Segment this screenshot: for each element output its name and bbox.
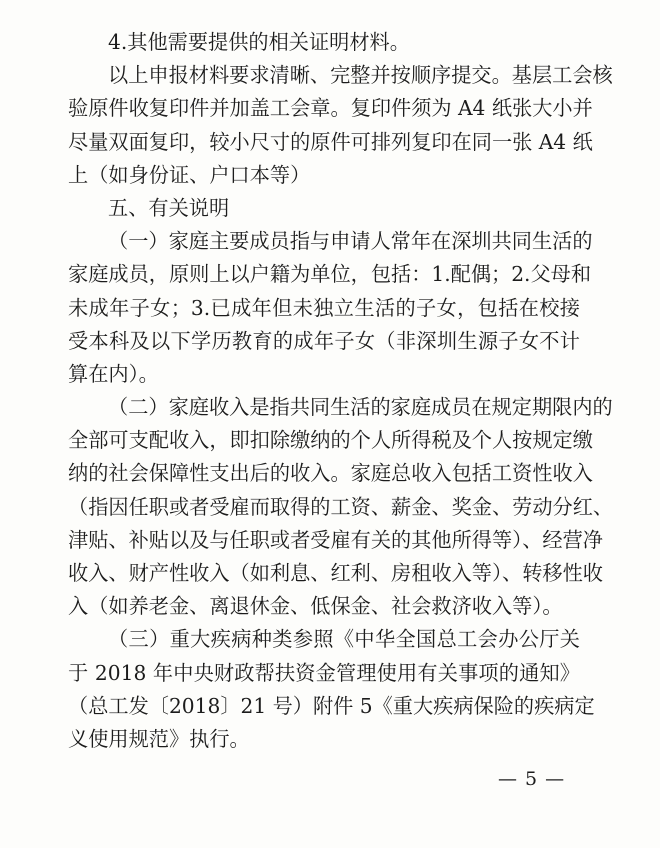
text-line: 验原件收复印件并加盖工会章。复印件须为 A4 纸张大小并: [68, 96, 593, 121]
paragraph-family-members: [68, 225, 593, 391]
text-line: 入（如养老金、离退休金、低保金、社会救济收入等）。: [68, 594, 563, 619]
text-line: 津贴、补贴以及与任职或者受雇有关的其他所得等）、经营净: [68, 527, 603, 552]
paragraph-family-income: [68, 391, 614, 623]
paragraph-submission-requirements: [68, 59, 613, 192]
text-line: （二）家庭收入是指共同生活的家庭成员在规定期限内的: [108, 395, 613, 420]
text-line: 受本科及以下学历教育的成年子女（非深圳生源子女不计: [68, 328, 580, 353]
text-line: （一）家庭主要成员指与申请人常年在深圳共同生活的: [108, 229, 593, 254]
text-line: 家庭成员，原则上以户籍为单位，包括：1.配偶；2.父母和: [68, 262, 592, 287]
text-line: 收入、财产性收入（如利息、红利、房租收入等）、转移性收: [68, 561, 603, 585]
text-line: （三）重大疾病种类参照《中华全国总工会办公厅关: [108, 627, 580, 652]
body-text: [68, 26, 614, 756]
paragraph-major-illness: [68, 623, 595, 756]
text-line: 纳的社会保障性支出后的收入。家庭总收入包括工资性收入: [68, 461, 593, 486]
text-line: 4.其他需要提供的相关证明材料。: [108, 30, 410, 54]
text-line: （指因任职或者受雇而取得的工资、薪金、奖金、劳动分红、: [68, 494, 614, 519]
text-line: 未成年子女；3.已成年但未独立生活的子女，包括在校接: [68, 295, 580, 320]
text-line: 算在内）。: [68, 361, 159, 386]
text-line: 义使用规范》执行。: [68, 726, 250, 751]
section-heading: [68, 192, 580, 225]
text-line: 尽量双面复印，较小尺寸的原件可排列复印在同一张 A4 纸: [68, 129, 593, 154]
text-line: 于 2018 年中央财政帮扶资金管理使用有关事项的通知》: [68, 660, 580, 685]
page-number: — 5 —: [498, 768, 566, 790]
paragraph-item-4: [68, 26, 580, 59]
text-line: 全部可支配收入，即扣除缴纳的个人所得税及个人按规定缴: [68, 428, 593, 453]
text-line: （总工发〔2018〕21 号）附件 5《重大疾病保险的疾病定: [68, 693, 595, 718]
text-line: 上（如身份证、户口本等）: [68, 162, 311, 187]
section-title: 五、有关说明: [108, 195, 230, 220]
text-line: 以上申报材料要求清晰、完整并按顺序提交。基层工会核: [108, 63, 613, 88]
